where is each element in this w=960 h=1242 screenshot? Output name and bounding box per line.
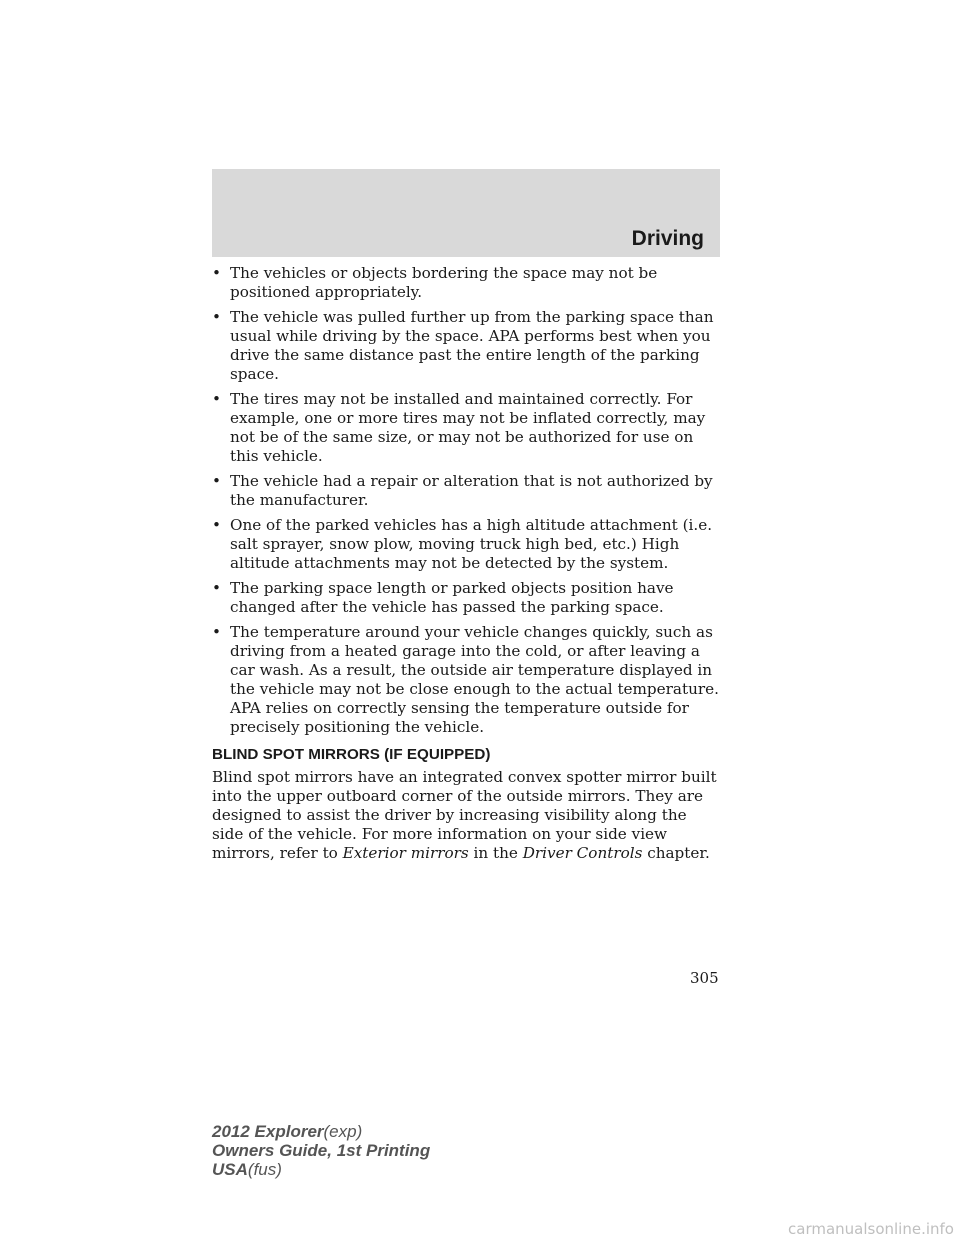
list-item: • The parking space length or parked objects position have changed after the vehicle has passed the parking space. [212, 579, 674, 616]
apa-conditions-list [212, 264, 722, 737]
list-item: • The temperature around your vehicle changes quickly, such as driving from a heated garage into the cold, or after leaving a car wash. As a result, the outside air temperature displayed in the vehicle may not be close enough to the actual temperature. APA relies on correctly sensing the temperature outside for precisely positioning the vehicle. [212, 623, 719, 736]
list-item: • The vehicle was pulled further up from the parking space than usual while driving by the space. APA performs best when you drive the same distance past the entire length of the parking space. [212, 308, 714, 383]
list-item: • The tires may not be installed and maintained correctly. For example, one or more tires may not be inflated correctly, may not be of the same size, or may not be authorized for use on this vehicle. [212, 390, 706, 465]
list-item: • One of the parked vehicles has a high altitude attachment (i.e. salt sprayer, snow plow, moving truck high bed, etc.) High altitude attachments may not be detected by the system. [212, 516, 713, 572]
document-footer [212, 1122, 430, 1179]
section-header-band [212, 169, 720, 257]
bullet-icon: • [212, 579, 221, 597]
blind-spot-paragraph: Blind spot mirrors have an integrated convex spotter mirror built into the upper outboard corner of the outside mirrors. They are designed to assist the driver by increasing visibility along the side of the vehicle. For more information on your side view mirrors, refer to Exterior mirrors in the Driver Controls chapter. [212, 768, 717, 862]
bullet-icon: • [212, 472, 221, 490]
bullet-icon: • [212, 308, 221, 326]
bullet-icon: • [212, 390, 221, 408]
blind-spot-heading: BLIND SPOT MIRRORS (IF EQUIPPED) [212, 746, 491, 763]
section-title: Driving [631, 227, 704, 250]
footer-line-3: USA(fus) [212, 1160, 282, 1179]
page-number: 305 [690, 969, 719, 987]
list-item: • The vehicles or objects bordering the space may not be positioned appropriately. [212, 264, 658, 301]
footer-line-2: Owners Guide, 1st Printing [212, 1141, 431, 1160]
exterior-mirrors-reference: Exterior mirrors [342, 844, 469, 862]
footer-line-1: 2012 Explorer(exp) [212, 1122, 363, 1141]
page-content [212, 264, 722, 863]
bullet-icon: • [212, 264, 221, 282]
driver-controls-reference: Driver Controls [522, 844, 643, 862]
bullet-icon: • [212, 516, 221, 534]
watermark-text: carmanualsonline.info [788, 1220, 954, 1238]
list-item: • The vehicle had a repair or alteration that is not authorized by the manufacturer. [212, 472, 713, 509]
bullet-icon: • [212, 623, 221, 641]
